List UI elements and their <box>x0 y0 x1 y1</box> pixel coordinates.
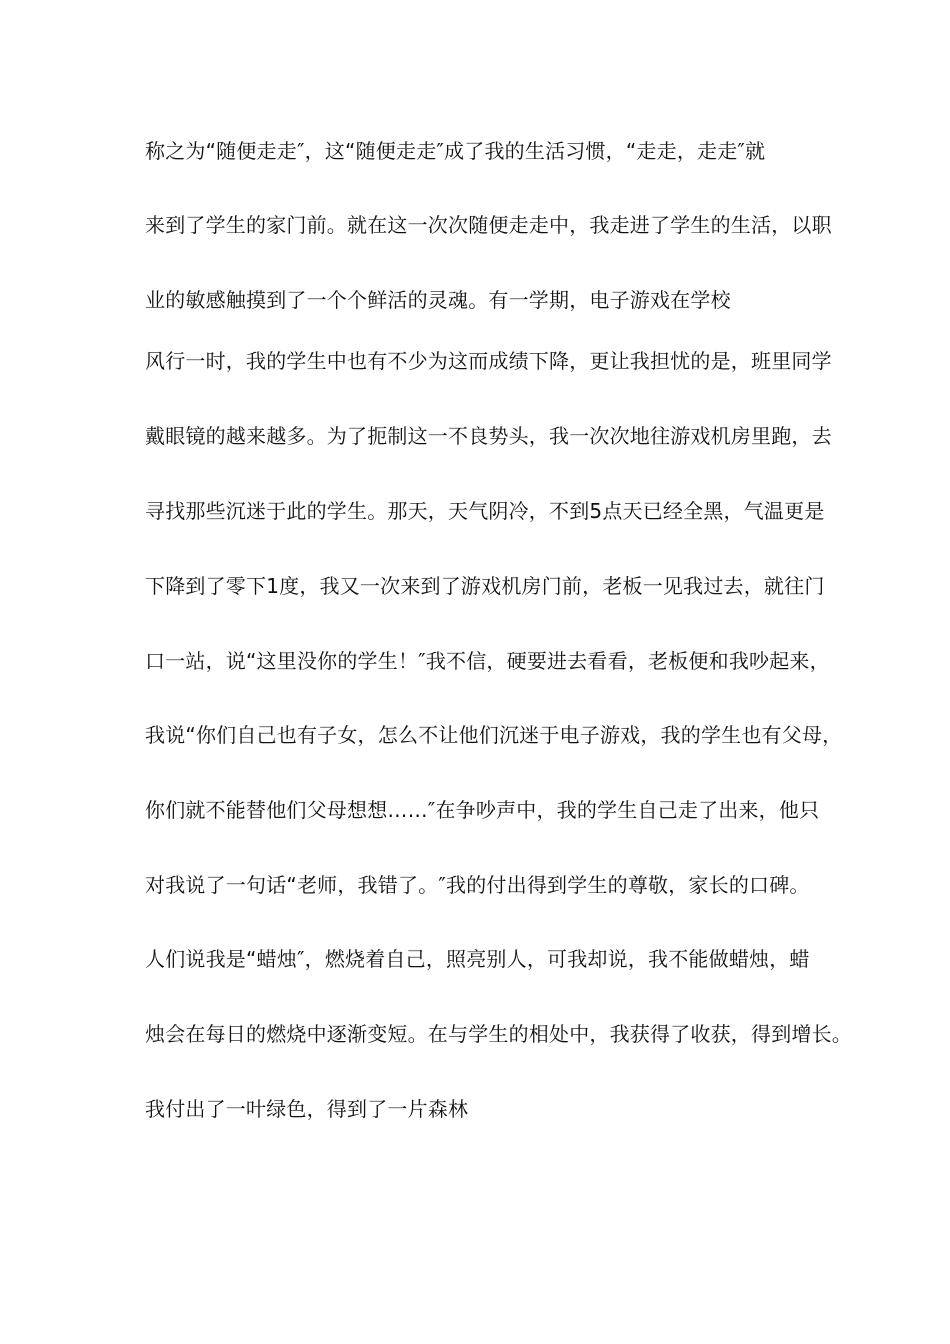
text-line-12: 人们说我是“蜡烛″，燃烧着自己，照亮别人，可我却说，我不能做蜡烛，蜡 <box>145 947 810 971</box>
text-line-1: 称之为“随便走走″，这“随便走走″成了我的生活习惯，“走走，走走″就 <box>145 139 766 163</box>
text-line-10: 你们就不能替他们父母想想……″在争吵声中，我的学生自己走了出来，他只 <box>145 798 820 822</box>
text-line-8: 口一站，说“这里没你的学生！″我不信，硬要进去看看，老板便和我吵起来， <box>145 649 830 673</box>
text-line-14: 我付出了一叶绿色，得到了一片森林 <box>145 1097 469 1121</box>
text-line-2: 来到了学生的家门前。就在这一次次随便走走中，我走进了学生的生活，以职 <box>145 213 832 237</box>
text-line-13: 烛会在每日的燃烧中逐渐变短。在与学生的相处中，我获得了收获，得到增长。 <box>145 1022 852 1046</box>
text-line-3: 业的敏感触摸到了一个个鲜活的灵魂。有一学期，电子游戏在学校 <box>145 288 731 312</box>
text-line-7: 下降到了零下1度，我又一次来到了游戏机房门前，老板一见我过去，就往门 <box>145 574 825 598</box>
text-line-9: 我说“你们自己也有子女，怎么不让他们沉迷于电子游戏，我的学生也有父母， <box>145 723 843 747</box>
text-line-5: 戴眼镜的越来越多。为了扼制这一不良势头，我一次次地往游戏机房里跑，去 <box>145 424 832 448</box>
text-line-11: 对我说了一句话“老师，我错了。″我的付出得到学生的尊敬，家长的口碑。 <box>145 873 810 897</box>
text-line-6: 寻找那些沉迷于此的学生。那天，天气阴冷，不到5点天已经全黑，气温更是 <box>145 499 825 523</box>
text-line-4: 风行一时，我的学生中也有不少为这而成绩下降，更让我担忧的是，班里同学 <box>145 349 832 373</box>
